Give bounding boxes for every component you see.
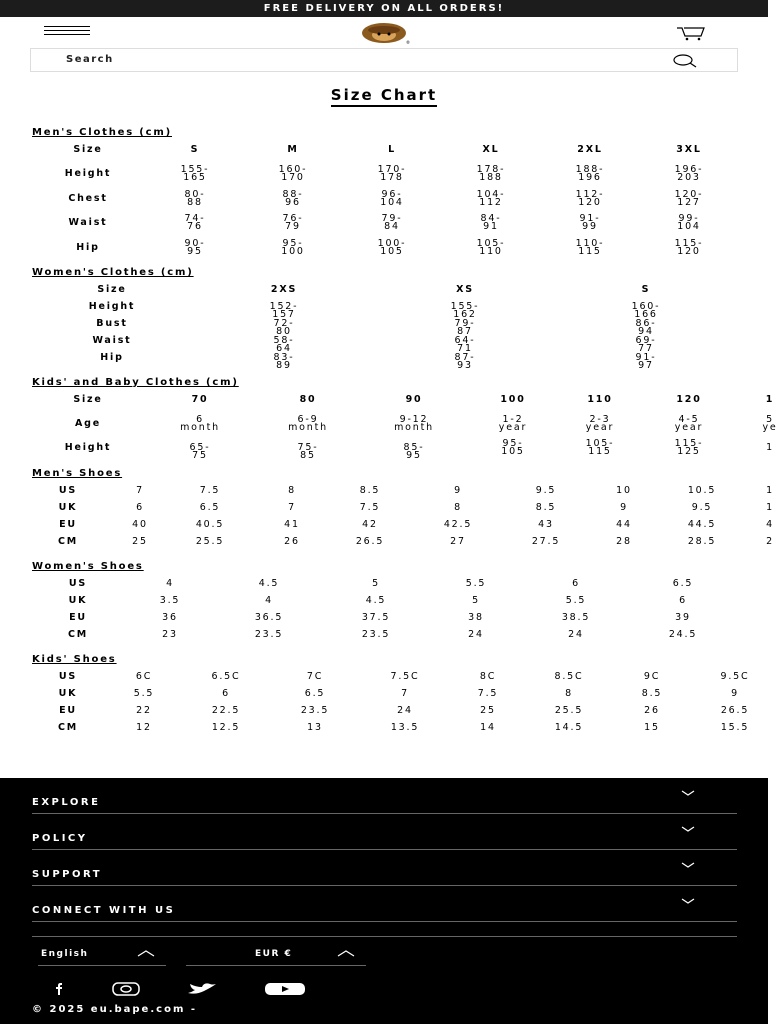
table-cell: 72-80 <box>273 318 295 337</box>
table-cell: 25.5 <box>554 705 584 716</box>
row-label: Height <box>64 168 112 179</box>
table-cell: 8C <box>479 671 497 682</box>
table-cell: 22.5 <box>211 705 241 716</box>
table-cell: 6 month <box>180 414 220 433</box>
table-cell: 1 <box>766 485 774 496</box>
table-cell: 44 <box>616 519 632 530</box>
table-header-cell: 2XS <box>270 284 298 295</box>
table-cell: 9 <box>731 688 739 699</box>
table-cell: 12.5 <box>211 722 241 733</box>
table-cell: 2-3 year <box>585 414 615 433</box>
table-cell: 86-94 <box>635 318 657 337</box>
table-cell: 27 <box>450 536 466 547</box>
mens-shoes-title: Men's Shoes <box>32 468 123 479</box>
table-cell: 37.5 <box>361 612 391 623</box>
youtube-icon[interactable] <box>264 982 306 996</box>
table-header-cell: 70 <box>191 394 209 405</box>
copyright-text: © 2025 eu.bape.com - <box>32 1004 197 1015</box>
table-cell: 100- 105 <box>377 238 407 257</box>
row-label: UK <box>58 688 78 699</box>
table-cell: 38.5 <box>561 612 591 623</box>
table-cell: 9.5 <box>535 485 557 496</box>
table-cell: 91-97 <box>635 352 657 371</box>
search-icon[interactable] <box>669 53 699 69</box>
table-cell: 104- 112 <box>476 189 506 208</box>
table-cell: 4-5 year <box>674 414 704 433</box>
row-label: EU <box>69 612 87 623</box>
table-cell: 24 <box>568 629 584 640</box>
table-header-cell: Size <box>97 284 127 295</box>
table-cell: 6.5 <box>304 688 326 699</box>
table-cell: 178- 188 <box>476 164 506 183</box>
table-header-cell: XL <box>482 144 500 155</box>
table-cell: 87-93 <box>454 352 476 371</box>
table-cell: 95- 105 <box>501 438 525 457</box>
table-cell: 9-12 month <box>394 414 434 433</box>
table-header-cell: M <box>287 144 299 155</box>
table-cell: 6.5 <box>672 578 694 589</box>
table-cell: 25.5 <box>195 536 225 547</box>
table-cell: 36.5 <box>254 612 284 623</box>
row-label: CM <box>57 722 79 733</box>
search-bar[interactable] <box>30 48 738 72</box>
currency-select[interactable]: EUR € <box>186 946 366 966</box>
row-label: Waist <box>68 217 108 228</box>
table-cell: 13 <box>307 722 323 733</box>
table-cell: 39 <box>675 612 691 623</box>
table-cell: 6.5C <box>211 671 241 682</box>
table-cell: 99- 104 <box>677 213 701 232</box>
table-header-cell: 1 <box>765 394 775 405</box>
table-header-cell: Size <box>73 394 103 405</box>
table-cell: 7.5 <box>199 485 221 496</box>
table-cell: 5 ye <box>762 414 778 433</box>
table-cell: 58-64 <box>273 335 295 354</box>
table-cell: 4.5 <box>258 578 280 589</box>
table-cell: 28.5 <box>687 536 717 547</box>
table-header-cell: 90 <box>405 394 423 405</box>
table-cell: 4.5 <box>365 595 387 606</box>
chevron-down-icon[interactable] <box>681 860 695 870</box>
row-label: Waist <box>92 335 132 346</box>
table-cell: 9 <box>620 502 628 513</box>
table-cell: 8 <box>565 688 573 699</box>
promo-banner: FREE DELIVERY ON ALL ORDERS! <box>0 0 768 17</box>
table-cell: 75-85 <box>297 442 319 461</box>
table-cell: 65-75 <box>189 442 211 461</box>
table-cell: 6 <box>136 502 144 513</box>
table-cell: 152-157 <box>269 301 299 320</box>
table-cell: 5.5 <box>565 595 587 606</box>
table-cell: 9.5C <box>720 671 750 682</box>
table-cell: 7.5 <box>359 502 381 513</box>
row-label: Hip <box>100 352 124 363</box>
table-cell: 4 <box>166 578 174 589</box>
table-cell: 7C <box>306 671 324 682</box>
table-header-cell: 3XL <box>676 144 702 155</box>
facebook-icon[interactable] <box>52 982 66 996</box>
table-cell: 6 <box>572 578 580 589</box>
table-cell: 5.5 <box>133 688 155 699</box>
table-cell: 7 <box>401 688 409 699</box>
chevron-up-icon <box>336 948 356 958</box>
table-cell: 7.5 <box>477 688 499 699</box>
table-cell: 9C <box>643 671 661 682</box>
chevron-up-icon <box>136 948 156 958</box>
table-cell: 8 <box>288 485 296 496</box>
table-cell: 80- 88 <box>184 189 206 208</box>
table-cell: 5 <box>472 595 480 606</box>
table-cell: 1 <box>766 502 774 513</box>
row-label: EU <box>59 705 77 716</box>
table-cell: 160-166 <box>631 301 661 320</box>
table-cell: 4 <box>265 595 273 606</box>
row-label: Bust <box>96 318 128 329</box>
table-cell: 84- 91 <box>480 213 502 232</box>
table-cell: 40 <box>132 519 148 530</box>
row-label: CM <box>57 536 79 547</box>
table-cell: 105- 115 <box>585 438 615 457</box>
table-cell: 9 <box>454 485 462 496</box>
table-cell: 110- 115 <box>575 238 605 257</box>
table-cell: 25 <box>480 705 496 716</box>
table-header-cell: 80 <box>299 394 317 405</box>
table-cell: 38 <box>468 612 484 623</box>
table-cell: 90- 95 <box>184 238 206 257</box>
table-cell: 26 <box>644 705 660 716</box>
table-cell: 196- 203 <box>674 164 704 183</box>
table-cell: 36 <box>162 612 178 623</box>
table-cell: 7.5C <box>390 671 420 682</box>
table-cell: 76- 79 <box>282 213 304 232</box>
table-cell: 41 <box>284 519 300 530</box>
table-cell: 83-89 <box>273 352 295 371</box>
instagram-icon[interactable] <box>112 982 140 996</box>
table-header-cell: XS <box>456 284 474 295</box>
row-label: US <box>58 671 78 682</box>
mens-clothes-title: Men's Clothes (cm) <box>32 127 172 138</box>
table-cell: 105- 110 <box>476 238 506 257</box>
table-cell: 14 <box>480 722 496 733</box>
table-cell: 8.5C <box>554 671 584 682</box>
kids-shoes-title: Kids' Shoes <box>32 654 117 665</box>
table-header-cell: S <box>641 284 651 295</box>
table-cell: 115- 120 <box>674 238 704 257</box>
table-header-cell: 110 <box>587 394 613 405</box>
table-cell: 23.5 <box>361 629 391 640</box>
table-cell: 112- 120 <box>575 189 605 208</box>
table-cell: 155-162 <box>450 301 480 320</box>
footer-divider <box>32 936 737 937</box>
table-cell: 6C <box>135 671 153 682</box>
table-cell: 24 <box>468 629 484 640</box>
table-cell: 10.5 <box>687 485 717 496</box>
table-cell: 120- 127 <box>674 189 704 208</box>
chevron-down-icon[interactable] <box>681 896 695 906</box>
row-label: EU <box>59 519 77 530</box>
table-cell: 2 <box>766 536 774 547</box>
table-cell: 23.5 <box>300 705 330 716</box>
table-cell: 7 <box>288 502 296 513</box>
table-cell: 79- 84 <box>381 213 403 232</box>
menu-icon[interactable] <box>44 26 90 38</box>
table-cell: 6-9 month <box>288 414 328 433</box>
svg-text:®: ® <box>406 40 410 45</box>
kids-clothes-title: Kids' and Baby Clothes (cm) <box>32 377 239 388</box>
table-cell: 6 <box>679 595 687 606</box>
table-cell: 42.5 <box>443 519 473 530</box>
table-cell: 14.5 <box>554 722 584 733</box>
table-cell: 23.5 <box>254 629 284 640</box>
footer-policy[interactable]: POLICY <box>32 814 737 850</box>
table-cell: 13.5 <box>390 722 420 733</box>
table-cell: 6.5 <box>199 502 221 513</box>
womens-shoes-title: Women's Shoes <box>32 561 144 572</box>
table-cell: 1-2 year <box>498 414 528 433</box>
table-cell: 1 <box>766 442 774 453</box>
table-cell: 160- 170 <box>278 164 308 183</box>
row-label: US <box>58 485 78 496</box>
ape-head-logo[interactable] <box>354 20 414 46</box>
table-cell: 43 <box>538 519 554 530</box>
table-cell: 24.5 <box>668 629 698 640</box>
site-header <box>0 17 768 47</box>
table-cell: 25 <box>132 536 148 547</box>
table-header-cell: 2XL <box>577 144 603 155</box>
table-cell: 74- 76 <box>184 213 206 232</box>
table-cell: 42 <box>362 519 378 530</box>
table-cell: 64-71 <box>454 335 476 354</box>
table-cell: 69-77 <box>635 335 657 354</box>
chevron-down-icon[interactable] <box>681 824 695 834</box>
table-cell: 26 <box>284 536 300 547</box>
row-label: UK <box>58 502 78 513</box>
table-cell: 95- 100 <box>281 238 305 257</box>
table-cell: 6 <box>222 688 230 699</box>
table-header-cell: 120 <box>676 394 702 405</box>
womens-clothes-title: Women's Clothes (cm) <box>32 267 194 278</box>
table-cell: 27.5 <box>531 536 561 547</box>
table-cell: 24 <box>397 705 413 716</box>
table-cell: 3.5 <box>159 595 181 606</box>
footer-support[interactable]: SUPPORT <box>32 850 737 886</box>
table-header-cell: Size <box>73 144 103 155</box>
page-title: Size Chart <box>0 86 768 104</box>
table-cell: 23 <box>162 629 178 640</box>
table-cell: 8 <box>454 502 462 513</box>
row-label: Chest <box>68 193 108 204</box>
table-cell: 91- 99 <box>579 213 601 232</box>
table-cell: 8.5 <box>535 502 557 513</box>
table-cell: 10 <box>616 485 632 496</box>
table-cell: 79-87 <box>454 318 476 337</box>
table-header-cell: 100 <box>500 394 526 405</box>
chevron-down-icon[interactable] <box>681 788 695 798</box>
table-cell: 28 <box>616 536 632 547</box>
table-cell: 15.5 <box>720 722 750 733</box>
row-label: Height <box>88 301 136 312</box>
search-input[interactable]: Search <box>66 54 114 65</box>
table-cell: 22 <box>136 705 152 716</box>
table-cell: 5.5 <box>465 578 487 589</box>
table-header-cell: S <box>190 144 200 155</box>
cart-icon[interactable] <box>676 22 706 42</box>
table-cell: 26.5 <box>355 536 385 547</box>
footer-connect[interactable]: CONNECT WITH US <box>32 886 737 922</box>
table-cell: 188- 196 <box>575 164 605 183</box>
table-cell: 4 <box>766 519 774 530</box>
table-header-cell: L <box>388 144 396 155</box>
table-cell: 8.5 <box>359 485 381 496</box>
language-select[interactable]: English <box>38 946 166 966</box>
table-cell: 12 <box>136 722 152 733</box>
row-label: CM <box>67 629 89 640</box>
table-cell: 5 <box>372 578 380 589</box>
table-cell: 170- 178 <box>377 164 407 183</box>
table-cell: 96- 104 <box>380 189 404 208</box>
table-cell: 15 <box>644 722 660 733</box>
row-label: Age <box>75 418 101 429</box>
row-label: Hip <box>76 242 100 253</box>
table-cell: 40.5 <box>195 519 225 530</box>
row-label: US <box>68 578 88 589</box>
table-cell: 7 <box>136 485 144 496</box>
table-cell: 26.5 <box>720 705 750 716</box>
table-cell: 85-95 <box>403 442 425 461</box>
row-label: Height <box>64 442 112 453</box>
table-cell: 9.5 <box>691 502 713 513</box>
footer-explore[interactable]: EXPLORE <box>32 778 737 814</box>
twitter-icon[interactable] <box>186 982 218 996</box>
row-label: UK <box>68 595 88 606</box>
table-cell: 115- 125 <box>674 438 704 457</box>
table-cell: 8.5 <box>641 688 663 699</box>
table-cell: 44.5 <box>687 519 717 530</box>
table-cell: 155- 165 <box>180 164 210 183</box>
table-cell: 88- 96 <box>282 189 304 208</box>
